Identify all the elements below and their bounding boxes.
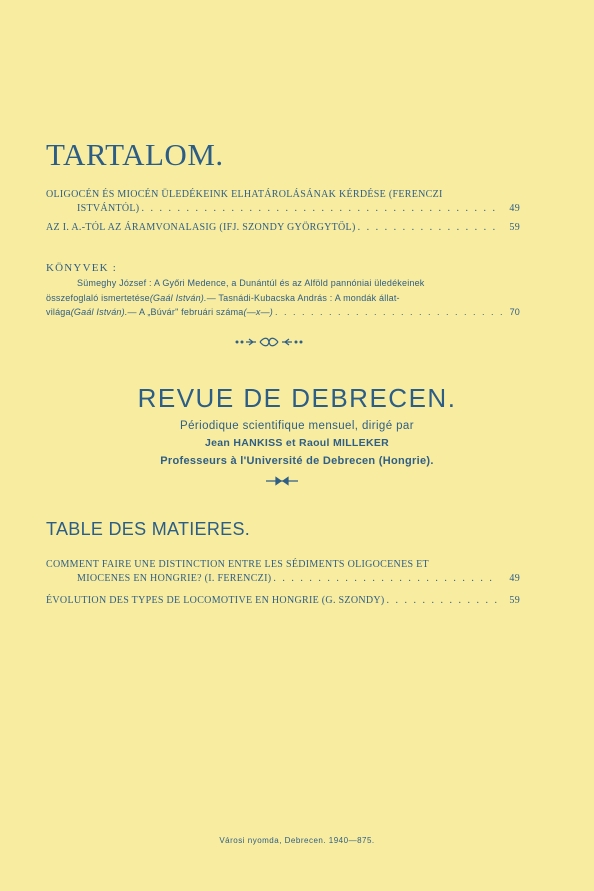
toc-entry-text: OLIGOCÉN ÉS MIOCÉN ÜLEDÉKEINK ELHATÁROLÁSÁNAK KÉRDÉSE (FERENCZI [46,189,443,200]
printer-imprint: Városi nyomda, Debrecen. 1940—875. [219,836,375,845]
dot-leader [273,305,504,320]
books-text: — Tasnádi-Kubacska András : A mondák állat- [206,292,400,303]
revue-title: REVUE DE DEBRECEN. [137,383,457,413]
ornament-divider [234,335,304,349]
dot-leader [139,202,498,216]
reviewer-name: (—x—) [243,307,273,317]
books-text: összefoglaló ismertetése [46,292,150,303]
page-number: 59 [509,222,520,233]
reviewer-name: (Gaál István). [149,292,207,303]
page-number: 49 [509,203,520,214]
toc-entry-aramvonal [46,221,520,235]
books-text: Sümeghy József : A Győri Medence, a Dunántúl és az Alföld pannóniai üledékeinek [77,278,425,288]
revue-affiliation: Professeurs à l'Université de Debrecen (Hongrie). [160,455,434,467]
dot-leader [271,572,498,586]
toc-entry-text: COMMENT FAIRE UNE DISTINCTION ENTRE LES SÉDIMENTS OLIGOCENES ET [46,559,429,570]
page-number: 59 [509,595,520,606]
toc-entry-text: ÉVOLUTION DES TYPES DE LOCOMOTIVE EN HONGRIE (G. SZONDY) [46,595,385,606]
books-text: — A „Búvár" februári száma [127,307,244,317]
page-number: 70 [509,307,520,317]
page-number: 49 [509,573,520,584]
toc-entry-text: MIOCENES EN HONGRIE? (I. FERENCZI) [77,573,272,584]
reviewer-name: (Gaál István). [70,307,128,317]
books-heading: KÖNYVEK : [46,262,117,274]
toc-entry-text: ISTVÁNTÓL) [77,203,140,214]
revue-subtitle: Périodique scientifique mensuel, dirigé par [180,420,414,432]
french-contents-title: TABLE DES MATIERES. [46,519,251,539]
books-text: világa [46,307,71,317]
toc-entry-sediments [46,558,520,586]
dot-leader [356,221,498,235]
revue-editors: Jean HANKISS et Raoul MILLEKER [204,437,390,449]
hungarian-contents-title: TARTALOM. [46,137,224,172]
toc-entry-locomotive [46,594,520,608]
books-section [46,276,520,320]
toc-entry-text: AZ I. A.-TÓL AZ ÁRAMVONALASIG (IFJ. SZONDY GYÖRGYTŐL) [46,222,356,233]
arrow-ornament-icon [265,476,299,486]
dot-leader [385,594,498,608]
toc-entry-oligocen [46,188,520,216]
